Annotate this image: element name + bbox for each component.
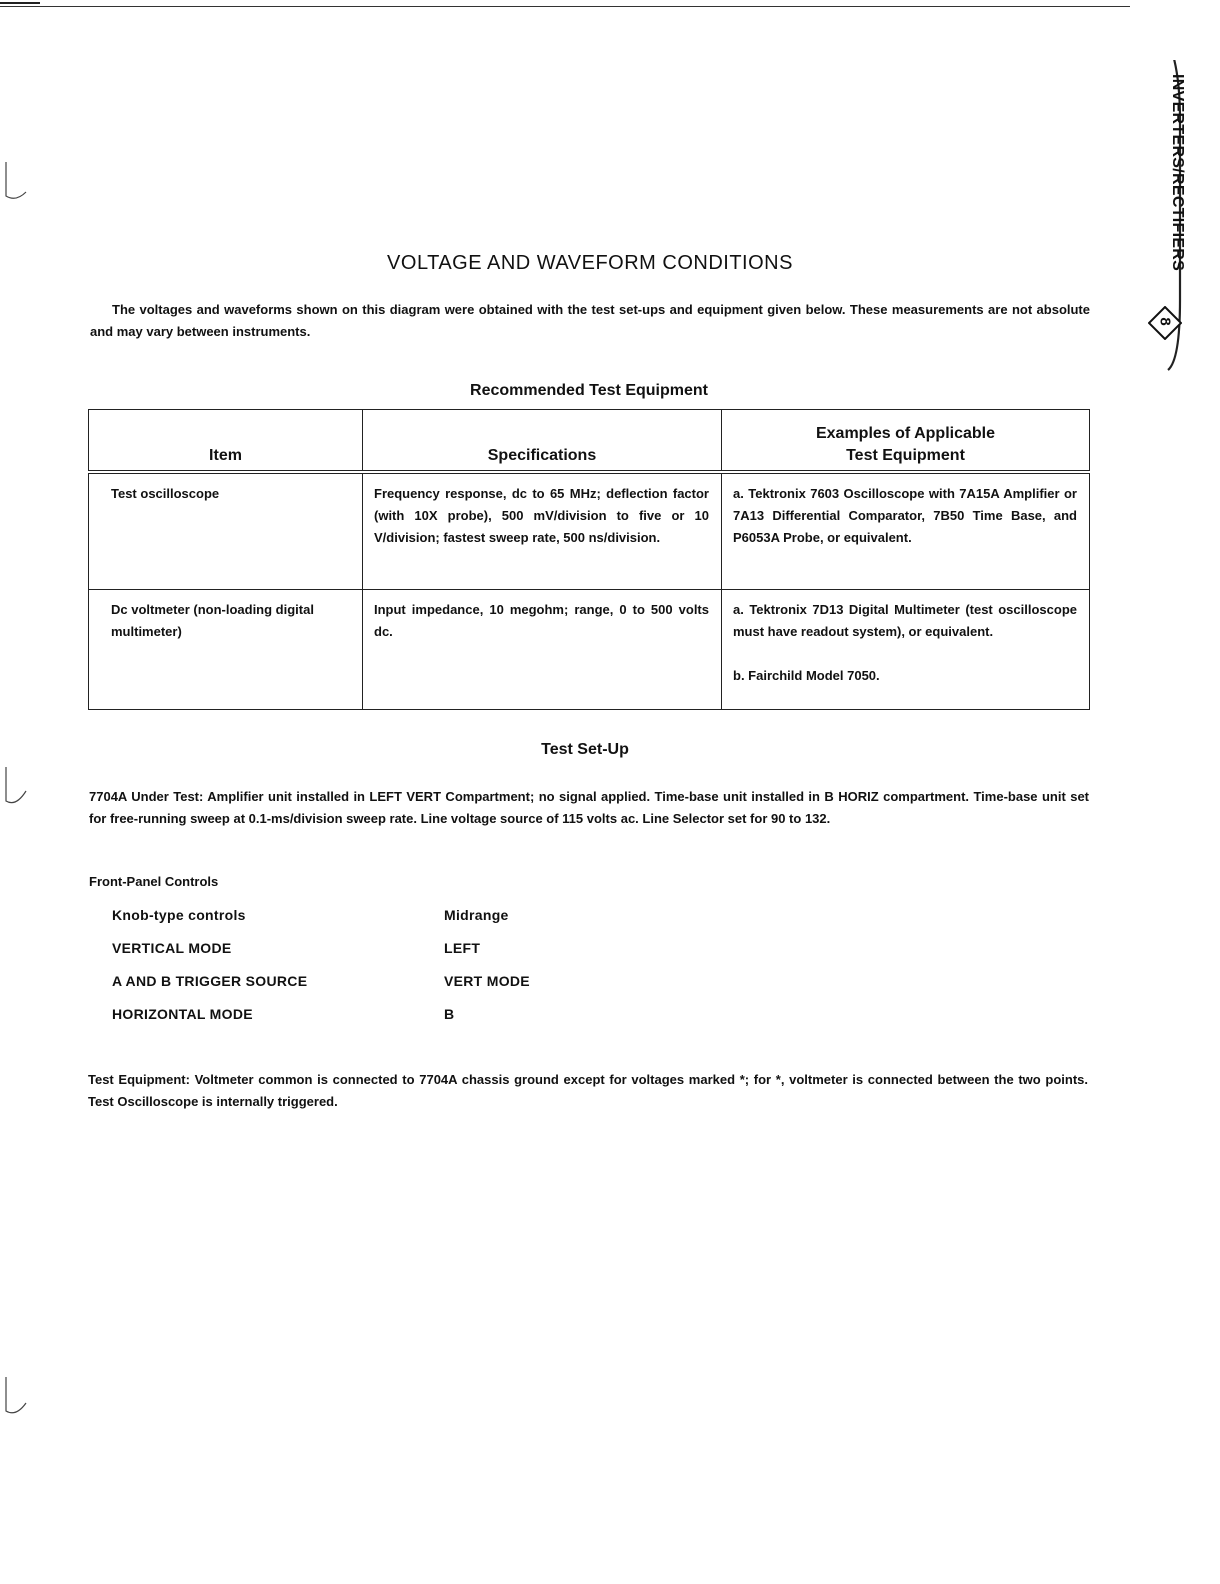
front-panel-label: Front-Panel Controls <box>89 874 219 889</box>
example-a: a. Tektronix 7603 Oscilloscope with 7A15A Amplifier or 7A13 Differential Comparator, 7B50 Time Base, and P6053A Probe, or equivalent. <box>733 486 1077 545</box>
top-edge-mark <box>0 2 40 4</box>
setup-paragraph: 7704A Under Test: Amplifier unit installed in LEFT VERT Compartment; no signal applied. Time-base unit installed in B HORIZ compartment. Time-base unit set for free-running sweep at 0.1-ms/division sweep rate. Line voltage source of 115 volts ac. Line Selector set for 90 to 132. <box>89 789 1089 826</box>
control-name: HORIZONTAL MODE <box>112 1006 253 1022</box>
table-row <box>89 472 1090 590</box>
binder-hole-mark-icon <box>2 160 32 200</box>
header-specifications: Specifications <box>363 410 722 473</box>
side-tab-label: INVERTERS/RECTIFIERS <box>1169 74 1186 272</box>
cell-item: Test oscilloscope <box>89 472 363 590</box>
binder-hole-mark-icon <box>2 1375 32 1415</box>
header-examples-line2: Test Equipment <box>846 447 965 464</box>
control-value: B <box>444 1006 455 1022</box>
cell-examples <box>722 472 1090 590</box>
control-name: VERTICAL MODE <box>112 940 232 956</box>
control-name: A AND B TRIGGER SOURCE <box>112 973 308 989</box>
control-name: Knob-type controls <box>112 907 246 923</box>
control-value: LEFT <box>444 940 481 956</box>
table-header-row <box>89 410 1090 473</box>
example-b: b. Fairchild Model 7050. <box>733 668 880 683</box>
setup-title: Test Set-Up <box>541 741 629 758</box>
control-value: VERT MODE <box>444 973 530 989</box>
table-row <box>89 590 1090 710</box>
cell-specifications: Frequency response, dc to 65 MHz; deflection factor (with 10X probe), 500 mV/division to five or 10 V/division; fastest sweep rate, 500 ns/division. <box>363 472 722 590</box>
cell-specifications: Input impedance, 10 megohm; range, 0 to 500 volts dc. <box>363 590 722 710</box>
cell-item: Dc voltmeter (non-loading digital multimeter) <box>89 590 363 710</box>
section-number: 8 <box>1156 317 1174 326</box>
top-rule <box>0 6 1130 7</box>
test-equipment-note: Test Equipment: Voltmeter common is connected to 7704A chassis ground except for voltages marked *; for *, voltmeter is connected between the two points. Test Oscilloscope is internally triggered. <box>88 1072 1088 1109</box>
example-a: a. Tektronix 7D13 Digital Multimeter (test oscilloscope must have readout system), or equivalent. <box>733 602 1077 639</box>
control-value: Midrange <box>444 907 509 923</box>
binder-hole-mark-icon <box>2 765 32 805</box>
table-title: Recommended Test Equipment <box>470 382 708 399</box>
header-examples <box>722 410 1090 473</box>
cell-examples <box>722 590 1090 710</box>
header-item: Item <box>89 410 363 473</box>
page-title: VOLTAGE AND WAVEFORM CONDITIONS <box>387 252 793 274</box>
intro-paragraph: The voltages and waveforms shown on this diagram were obtained with the test set-ups and equipment given below. These measurements are not absolute and may vary between instruments. <box>90 302 1090 339</box>
header-examples-line1: Examples of Applicable <box>815 425 995 442</box>
equipment-table <box>88 409 1090 710</box>
